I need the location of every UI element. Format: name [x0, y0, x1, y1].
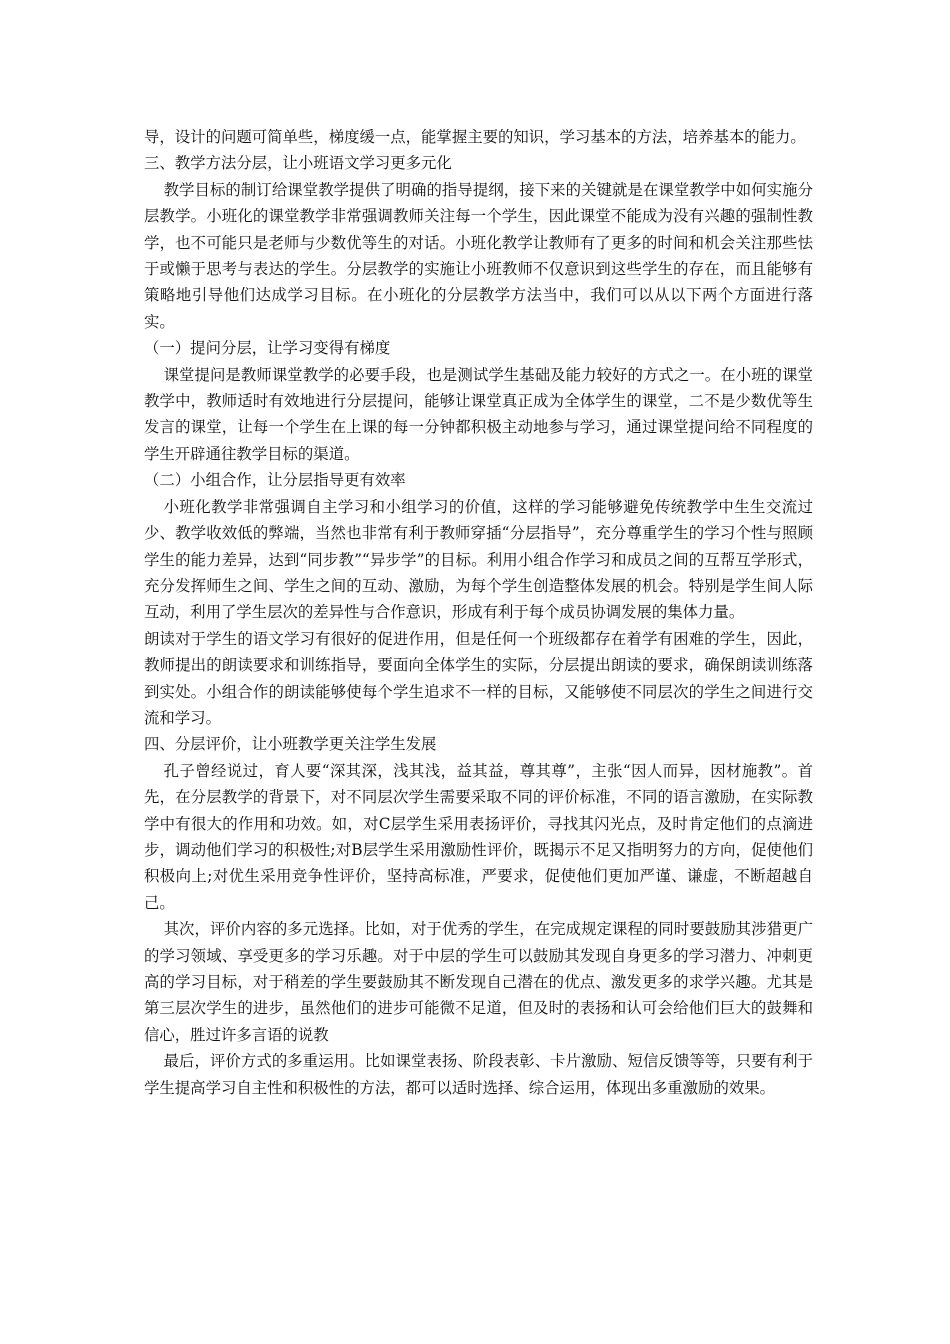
paragraph-body-no-indent: 朗读对于学生的语文学习有很好的促进作用，但是任何一个班级都存在着学有困难的学生，因此，教师提出的朗读要求和训练指导，要面向全体学生的实际，分层提出朗读的要求，确保朗读训练落到实处。小组合作的朗读能够使每个学生追求不一样的目标，又能够使不同层次的学生之间进行交流和学习。 — [144, 629, 813, 727]
paragraph-body: 最后，评价方式的多重运用。比如课堂表扬、阶段表彰、卡片激励、短信反馈等等，只要有利于学生提高学习自主性和积极性的方法，都可以适时选择、综合运用，体现出多重激励的效果。 — [144, 1052, 813, 1097]
section-heading-3: 三、教学方法分层，让小班语文学习更多元化 — [144, 154, 452, 173]
subsection-heading-1: （一）提问分层，让学习变得有梯度 — [144, 339, 391, 358]
paragraph-body: 课堂提问是教师课堂教学的必要手段，也是测试学生基础及能力较好的方式之一。在小班的课堂教学中，教师适时有效地进行分层提问，能够让课堂真正成为全体学生的课堂，二不是少数优等生发言的课堂，让每一个学生在上课的每一分钟都积极主动地参与学习，通过课堂提问给不同程度的学生开辟通往教学目标的渠道。 — [144, 365, 813, 463]
paragraph-body: 孔子曾经说过，育人要“深其深，浅其浅，益其益，尊其尊”，主张“因人而异，因材施教”。首先，在分层教学的背景下，对不同层次学生需要采取不同的评价标准，不同的语言激励，在实际教学中有很大的作用和功效。如，对C层学生采用表扬评价，寻找其闪光点，及时肯定他们的点滴进步，调动他们学习的积极性;对B层学生采用激励性评价，既揭示不足又指明努力的方向，促使他们积极向上;对优生采用竞争性评价，坚持高标准，严要求，促使他们更加严谨、谦虚，不断超越自己。 — [144, 761, 813, 912]
subsection-heading-2: （二）小组合作，让分层指导更有效率 — [144, 471, 406, 490]
section-heading-4: 四、分层评价，让小班教学更关注学生发展 — [144, 735, 437, 754]
paragraph-body: 其次，评价内容的多元选择。比如，对于优秀的学生，在完成规定课程的同时要鼓励其涉猎更广的学习领域、享受更多的学习乐趣。对于中层的学生可以鼓励其发现自身更多的学习潜力、冲刺更高的学习目标，对于稍差的学生要鼓励其不断发现自己潜在的优点、激发更多的求学兴趣。尤其是第三层次学生的进步，虽然他们的进步可能微不足道，但及时的表扬和认可会给他们巨大的鼓舞和信心，胜过许多言语的说教 — [144, 920, 813, 1044]
document-page — [144, 124, 813, 1101]
paragraph-body: 教学目标的制订给课堂教学提供了明确的指导提纲，接下来的关键就是在课堂教学中如何实施分层教学。小班化的课堂教学非常强调教师关注每一个学生，因此课堂不能成为没有兴趣的强制性教学，也不可能只是老师与少数优等生的对话。小班化教学让教师有了更多的时间和机会关注那些怯于或懒于思考与表达的学生。分层教学的实施让小班教师不仅意识到这些学生的存在，而且能够有策略地引导他们达成学习目标。在小班化的分层教学方法当中，我们可以从以下两个方面进行落实。 — [144, 180, 813, 331]
paragraph-body: 小班化教学非常强调自主学习和小组学习的价值，这样的学习能够避免传统教学中生生交流过少、教学收效低的弊端，当然也非常有利于教师穿插“分层指导”，充分尊重学生的学习个性与照顾学生的能力差异，达到“同步教”“异步学”的目标。利用小组合作学习和成员之间的互帮互学形式，充分发挥师生之间、学生之间的互动、激励，为每个学生创造整体发展的机会。特别是学生间人际互动，利用了学生层次的差异性与合作意识，形成有利于每个成员协调发展的集体力量。 — [144, 497, 813, 622]
paragraph-continuation: 导，设计的问题可简单些，梯度缓一点，能掌握主要的知识，学习基本的方法，培养基本的能力。 — [144, 128, 806, 146]
